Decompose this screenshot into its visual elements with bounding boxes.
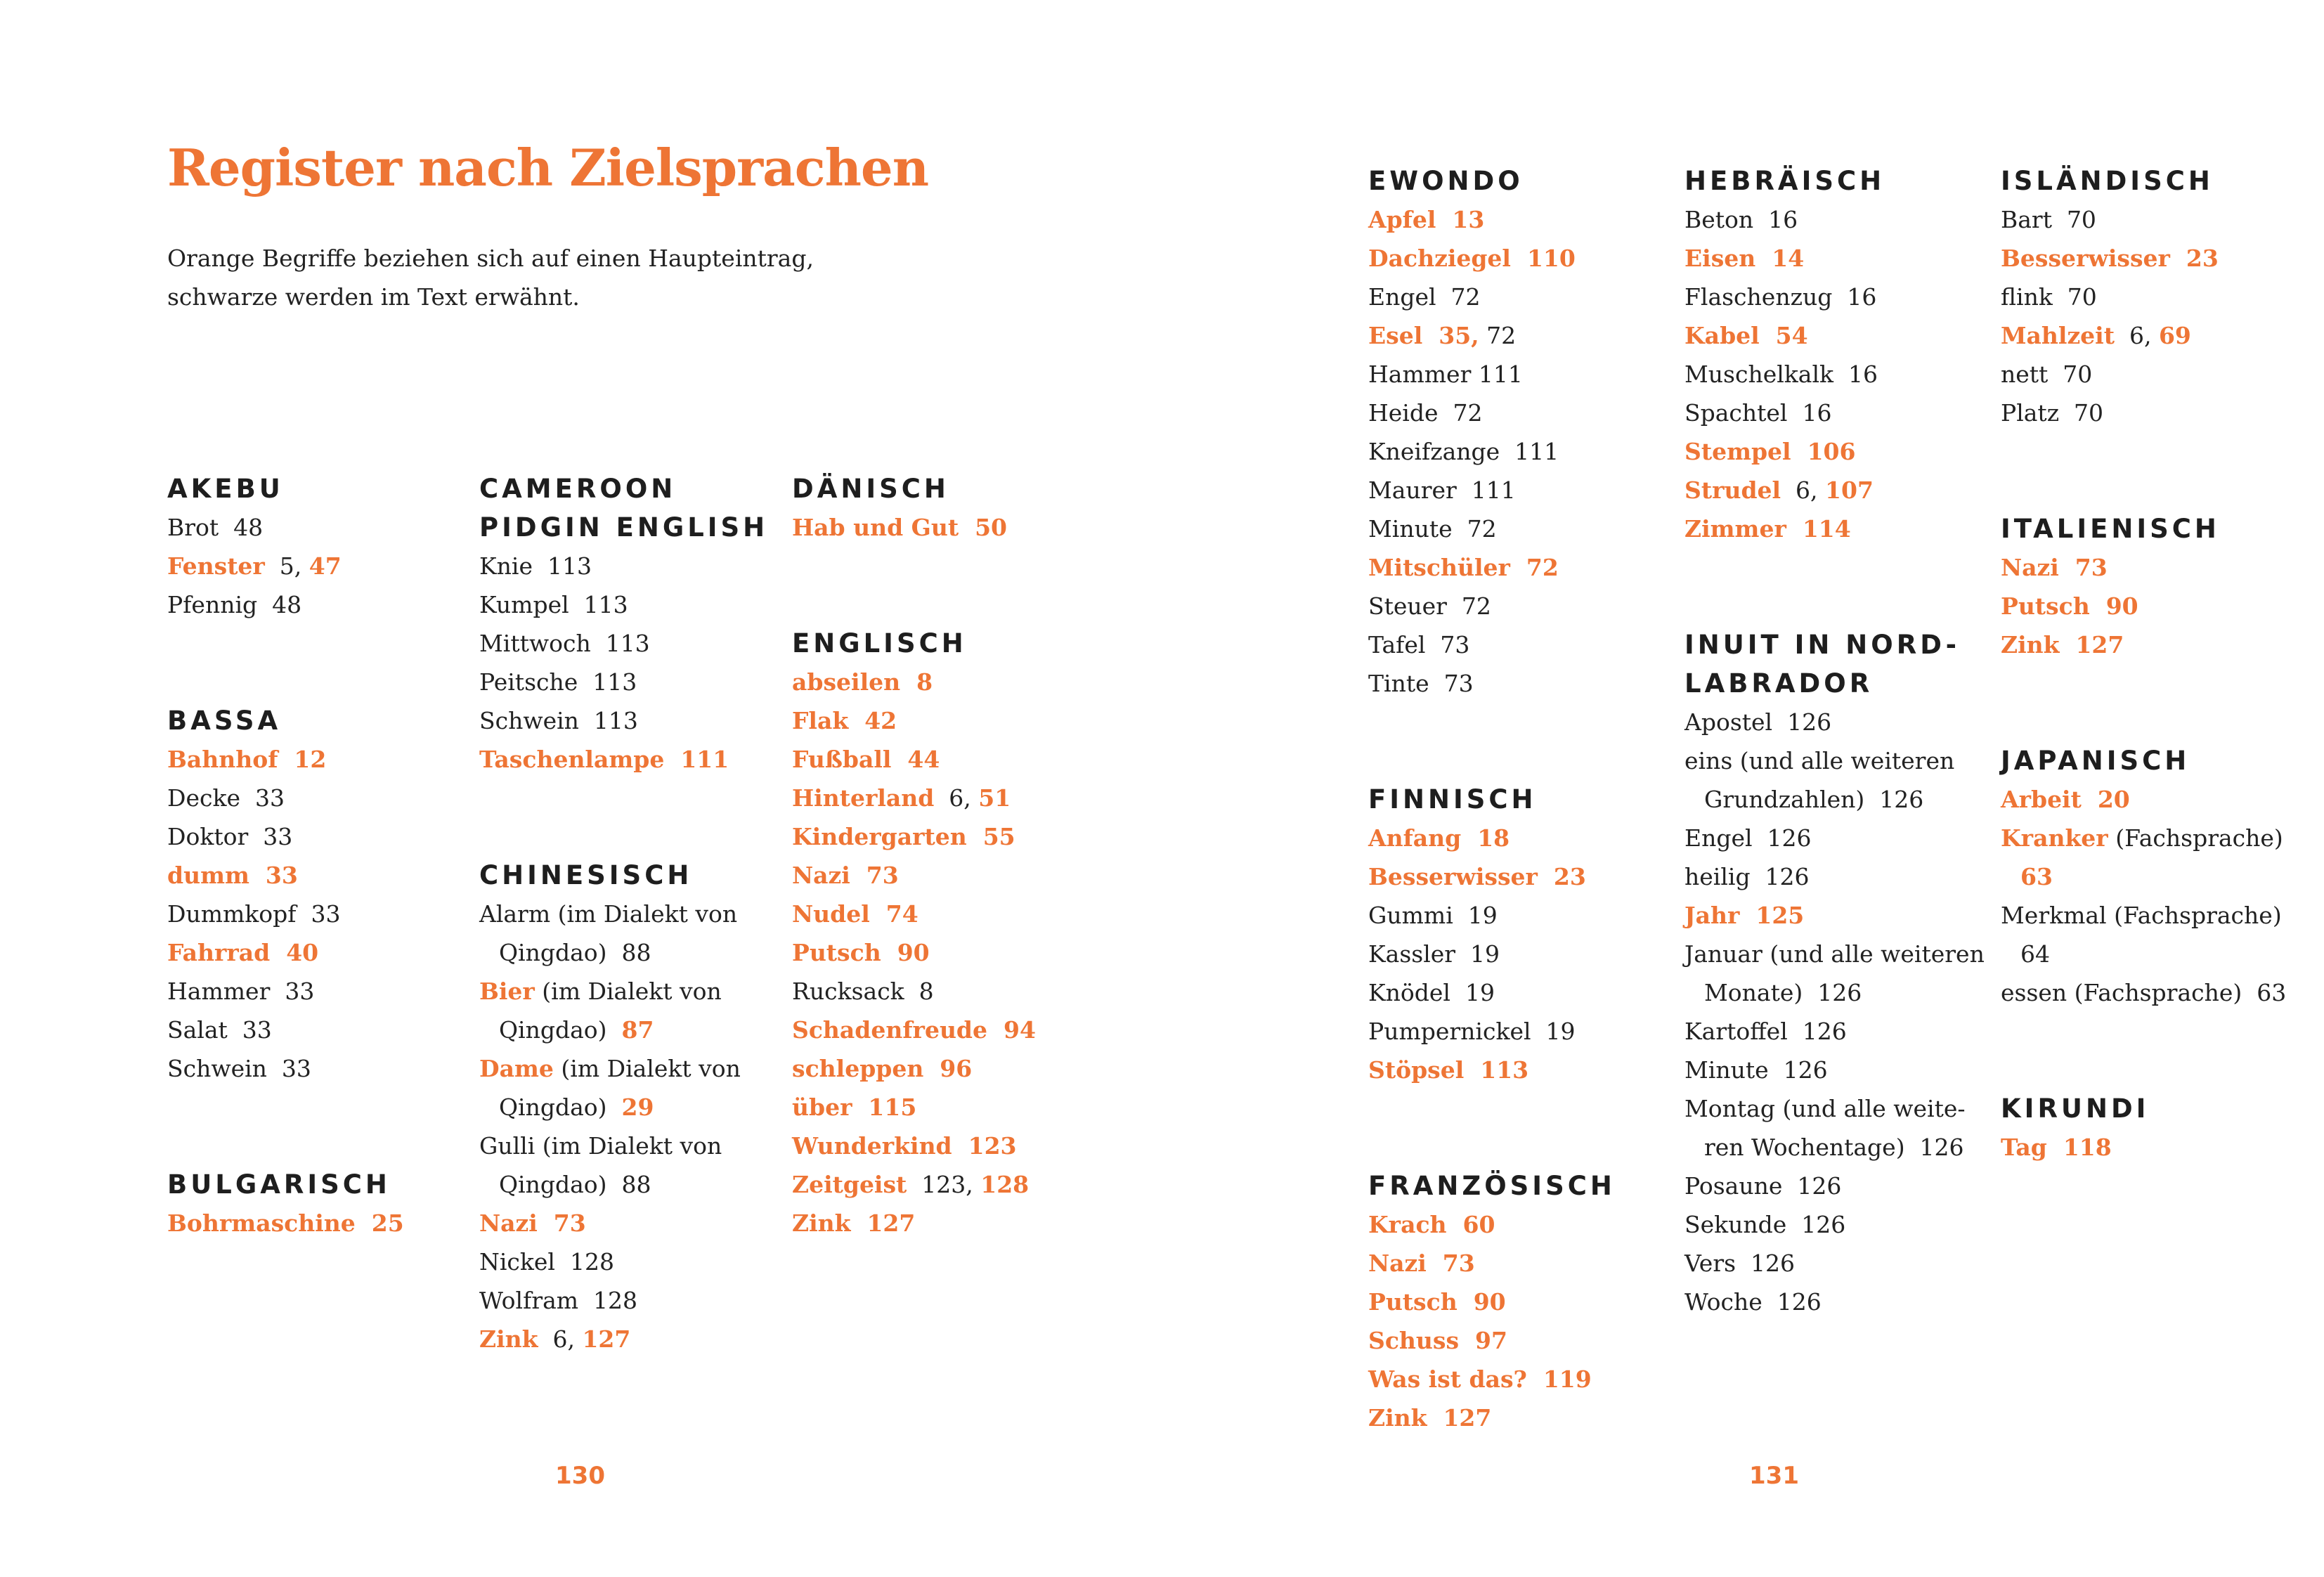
mention-term: 6, — [2114, 322, 2159, 349]
index-entry — [1684, 935, 1987, 973]
mention-term: Pumpernickel 19 — [1368, 1018, 1576, 1045]
mention-term: Engel 126 — [1684, 824, 1812, 852]
index-entry — [1368, 587, 1663, 625]
index-entry — [1684, 394, 1987, 432]
index-entry — [1368, 432, 1663, 471]
index-entry — [1684, 1012, 1987, 1051]
index-entry — [167, 508, 448, 547]
index-entry — [1684, 200, 1987, 239]
index-section — [479, 856, 774, 1358]
index-entry — [792, 972, 1087, 1011]
main-entry-term: Putsch 90 — [1368, 1288, 1506, 1316]
mention-term: Tafel 73 — [1368, 631, 1470, 658]
index-section — [167, 469, 448, 624]
main-entry-term: Nazi 73 — [479, 1209, 586, 1237]
index-entry — [2001, 780, 2310, 819]
index-entry — [792, 1204, 1087, 1242]
mention-term: Januar (und alle weiteren — [1684, 940, 1985, 968]
index-entry — [167, 779, 448, 817]
index-entry — [1684, 973, 1987, 1012]
index-entry — [1368, 857, 1663, 896]
main-entry-term: Nazi 73 — [792, 862, 899, 889]
mention-term: Qingdao) — [499, 1093, 622, 1121]
main-entry-term: 128 — [980, 1171, 1030, 1198]
index-entry — [1684, 1244, 1987, 1283]
index-column — [167, 469, 448, 1242]
index-entry — [167, 972, 448, 1011]
index-entry — [1684, 432, 1987, 471]
index-section — [1368, 162, 1663, 703]
index-entry — [167, 1011, 448, 1049]
main-entry-term: Tag 118 — [2001, 1134, 2112, 1161]
main-entry-term: 69 — [2158, 322, 2191, 349]
main-entry-term: Nudel 74 — [792, 900, 918, 928]
index-entry — [1368, 1283, 1663, 1321]
index-entry — [1368, 1398, 1663, 1437]
index-entry — [479, 1127, 774, 1165]
index-entry — [1684, 510, 1987, 548]
main-entry-term: 63 — [2020, 863, 2053, 890]
index-section — [1684, 625, 1987, 1321]
mention-term: Nickel 128 — [479, 1248, 614, 1276]
index-entry — [479, 895, 774, 933]
mention-term: Schwein 33 — [167, 1055, 311, 1082]
index-column — [1368, 162, 1663, 1437]
main-entry-term: Strudel — [1684, 476, 1781, 504]
section-heading: KIRUNDI — [2001, 1093, 2150, 1124]
mention-term: Decke 33 — [167, 784, 285, 812]
index-entry — [2001, 200, 2310, 239]
main-entry-term: 47 — [309, 552, 342, 580]
mention-term: Beton 16 — [1684, 206, 1798, 233]
mention-term: Gulli (im Dialekt von — [479, 1132, 722, 1160]
index-entry — [792, 663, 1087, 701]
mention-term: 6, — [538, 1325, 583, 1353]
intro-line: schwarze werden im Text erwähnt. — [167, 283, 580, 311]
main-entry-term: Fahrrad 40 — [167, 939, 319, 966]
section-heading: BULGARISCH — [167, 1169, 391, 1200]
mention-term: Knödel 19 — [1368, 979, 1495, 1006]
mention-term: Knie 113 — [479, 552, 592, 580]
main-entry-term: Mitschüler 72 — [1368, 554, 1559, 581]
index-entry — [479, 1011, 774, 1049]
main-entry-term: Eisen 14 — [1684, 245, 1805, 272]
index-entry — [792, 895, 1087, 933]
mention-term: 72 — [1479, 322, 1517, 349]
index-entry — [479, 585, 774, 624]
mention-term: Qingdao) 88 — [499, 1171, 651, 1198]
main-entry-term: Bahnhof 12 — [167, 746, 327, 773]
index-entry — [2001, 239, 2310, 278]
index-entry — [1368, 471, 1663, 510]
index-entry — [1368, 278, 1663, 316]
page-number-right: 131 — [1749, 1462, 1799, 1490]
main-entry-term: Schuss 97 — [1368, 1327, 1507, 1354]
index-entry — [2001, 394, 2310, 432]
main-entry-term: Zink — [479, 1325, 538, 1353]
index-entry — [479, 1204, 774, 1242]
index-entry — [2001, 1128, 2310, 1167]
main-entry-term: 87 — [621, 1016, 654, 1044]
mention-term: (im Dialekt von — [553, 1055, 741, 1082]
main-entry-term: Esel 35, — [1368, 322, 1479, 349]
index-entry — [1368, 548, 1663, 587]
index-entry — [1684, 896, 1987, 935]
index-entry — [2001, 625, 2310, 664]
mention-term: (Fachsprache) — [2108, 824, 2283, 852]
index-entry — [479, 1049, 774, 1088]
mention-term: Posaune 126 — [1684, 1172, 1842, 1200]
mention-term: Kassler 19 — [1368, 940, 1500, 968]
mention-term: Pfennig 48 — [167, 591, 302, 618]
index-column — [1684, 162, 1987, 1321]
main-entry-term: abseilen 8 — [792, 668, 933, 696]
index-entry — [479, 1320, 774, 1358]
index-entry — [2001, 316, 2310, 355]
mention-term: Grundzahlen) 126 — [1704, 786, 1924, 813]
mention-term: Hammer 111 — [1368, 361, 1523, 388]
index-entry — [1684, 1283, 1987, 1321]
section-heading: HEBRÄISCH — [1684, 166, 1885, 196]
section-heading: INUIT IN NORD- — [1684, 630, 1960, 660]
main-entry-term: Besserwisser 23 — [1368, 863, 1586, 890]
index-entry — [792, 1127, 1087, 1165]
index-entry — [479, 663, 774, 701]
index-section — [1684, 162, 1987, 548]
mention-term: Gummi 19 — [1368, 902, 1498, 929]
index-entry — [2001, 935, 2310, 973]
main-entry-term: über 115 — [792, 1093, 917, 1121]
index-entry — [1684, 355, 1987, 394]
index-column — [2001, 162, 2310, 1167]
mention-term: Tinte 73 — [1368, 670, 1474, 697]
index-section — [479, 469, 774, 779]
main-entry-term: Jahr 125 — [1684, 902, 1805, 929]
mention-term: Flaschenzug 16 — [1684, 283, 1877, 311]
mention-term: Qingdao) 88 — [499, 939, 651, 966]
section-heading: ITALIENISCH — [2001, 514, 2220, 544]
mention-term: eins (und alle weiteren — [1684, 747, 1955, 774]
intro-text — [167, 239, 814, 316]
index-entry — [2001, 355, 2310, 394]
mention-term: (im Dialekt von — [534, 978, 722, 1005]
index-entry — [1684, 819, 1987, 857]
main-entry-term: Bohrmaschine 25 — [167, 1209, 404, 1237]
index-entry — [1368, 394, 1663, 432]
section-heading: DÄNISCH — [792, 474, 949, 504]
main-entry-term: Krach 60 — [1368, 1211, 1495, 1238]
index-entry — [1684, 780, 1987, 819]
mention-term: flink 70 — [2001, 283, 2097, 311]
main-entry-term: Fußball 44 — [792, 746, 940, 773]
main-entry-term: 29 — [621, 1093, 654, 1121]
index-entry — [1368, 1012, 1663, 1051]
section-heading: CHINESISCH — [479, 860, 693, 890]
mention-term: Woche 126 — [1684, 1288, 1822, 1316]
index-entry — [479, 701, 774, 740]
index-entry — [167, 895, 448, 933]
mention-term: Doktor 33 — [167, 823, 293, 850]
main-entry-term: Bier — [479, 978, 535, 1005]
page-number-left: 130 — [555, 1462, 605, 1490]
section-heading: AKEBU — [167, 474, 284, 504]
main-entry-term: Apfel 13 — [1368, 206, 1485, 233]
index-entry — [1368, 935, 1663, 973]
mention-term: Montag (und alle weite- — [1684, 1095, 1966, 1122]
section-heading: PIDGIN ENGLISH — [479, 512, 769, 543]
mention-term: Maurer 111 — [1368, 476, 1516, 504]
index-entry — [1684, 316, 1987, 355]
main-entry-term: Schadenfreude 94 — [792, 1016, 1036, 1044]
mention-term: Kumpel 113 — [479, 591, 628, 618]
main-entry-term: Taschenlampe 111 — [479, 746, 729, 773]
section-heading: ENGLISCH — [792, 628, 967, 658]
mention-term: Salat 33 — [167, 1016, 272, 1044]
section-heading: LABRADOR — [1684, 668, 1874, 699]
mention-term: Brot 48 — [167, 514, 264, 541]
index-entry — [479, 1242, 774, 1281]
main-entry-term: dumm 33 — [167, 862, 298, 889]
mention-term: Monate) 126 — [1704, 979, 1862, 1006]
index-entry — [1368, 973, 1663, 1012]
main-entry-term: Anfang 18 — [1368, 824, 1510, 852]
index-entry — [1368, 355, 1663, 394]
index-entry — [2001, 278, 2310, 316]
index-section — [2001, 162, 2310, 432]
index-entry — [1368, 239, 1663, 278]
main-entry-term: Was ist das? 119 — [1368, 1365, 1592, 1393]
main-entry-term: Zink 127 — [1368, 1404, 1492, 1432]
index-entry — [1368, 510, 1663, 548]
index-entry — [479, 933, 774, 972]
section-heading: CAMEROON — [479, 474, 677, 504]
mention-term: Steuer 72 — [1368, 592, 1491, 620]
index-entry — [792, 856, 1087, 895]
index-entry — [792, 779, 1087, 817]
mention-term: Platz 70 — [2001, 399, 2104, 427]
index-column — [479, 469, 774, 1358]
main-entry-term: Dame — [479, 1055, 554, 1082]
index-entry — [479, 1165, 774, 1204]
page-title: Register nach Zielsprachen — [167, 138, 929, 197]
main-entry-term: 107 — [1825, 476, 1874, 504]
index-entry — [1684, 1205, 1987, 1244]
index-entry — [2001, 857, 2310, 896]
main-entry-term: Putsch 90 — [2001, 592, 2138, 620]
mention-term: Kneifzange 111 — [1368, 438, 1559, 465]
index-entry — [1368, 625, 1663, 664]
index-column — [792, 469, 1087, 1242]
main-entry-term: 127 — [582, 1325, 631, 1353]
index-section — [2001, 1089, 2310, 1167]
mention-term: 6, — [934, 784, 979, 812]
mention-term: Engel 72 — [1368, 283, 1481, 311]
index-entry — [1684, 471, 1987, 510]
index-entry — [792, 1165, 1087, 1204]
mention-term: Peitsche 113 — [479, 668, 637, 696]
index-section — [167, 1165, 448, 1242]
mention-term: Mittwoch 113 — [479, 630, 650, 657]
main-entry-term: Nazi 73 — [1368, 1250, 1475, 1277]
main-entry-term: Zink 127 — [2001, 631, 2124, 658]
main-entry-term: Zimmer 114 — [1684, 515, 1851, 543]
index-entry — [792, 817, 1087, 856]
index-entry — [479, 1088, 774, 1127]
index-entry — [792, 508, 1087, 547]
index-entry — [1368, 1051, 1663, 1089]
index-entry — [792, 1011, 1087, 1049]
index-entry — [792, 1049, 1087, 1088]
index-entry — [479, 740, 774, 779]
main-entry-term: Stöpsel 113 — [1368, 1056, 1529, 1084]
index-entry — [1368, 1321, 1663, 1360]
mention-term: Bart 70 — [2001, 206, 2096, 233]
main-entry-term: Besserwisser 23 — [2001, 245, 2219, 272]
main-entry-term: Fenster — [167, 552, 265, 580]
index-entry — [2001, 819, 2310, 857]
main-entry-term: Nazi 73 — [2001, 554, 2108, 581]
index-entry — [2001, 548, 2310, 587]
index-entry — [792, 933, 1087, 972]
main-entry-term: Kranker — [2001, 824, 2108, 852]
main-entry-term: 51 — [978, 784, 1011, 812]
mention-term: Wolfram 128 — [479, 1287, 638, 1314]
index-entry — [167, 585, 448, 624]
mention-term: Hammer 33 — [167, 978, 315, 1005]
section-heading: FRANZÖSISCH — [1368, 1171, 1616, 1201]
intro-line: Orange Begriffe beziehen sich auf einen Haupteintrag, — [167, 245, 814, 272]
mention-term: Spachtel 16 — [1684, 399, 1832, 427]
main-entry-term: Mahlzeit — [2001, 322, 2115, 349]
index-entry — [1368, 316, 1663, 355]
mention-term: Vers 126 — [1684, 1250, 1796, 1277]
mention-term: 5, — [264, 552, 309, 580]
index-section — [167, 701, 448, 1088]
mention-term: Muschelkalk 16 — [1684, 361, 1878, 388]
section-heading: FINNISCH — [1368, 784, 1537, 815]
index-section — [1368, 780, 1663, 1089]
index-entry — [1368, 1360, 1663, 1398]
index-entry — [167, 1204, 448, 1242]
index-entry — [1368, 200, 1663, 239]
index-entry — [2001, 896, 2310, 935]
section-heading: BASSA — [167, 706, 282, 736]
index-section — [792, 469, 1087, 547]
index-entry — [1368, 1244, 1663, 1283]
mention-term: Qingdao) — [499, 1016, 622, 1044]
index-entry — [2001, 973, 2310, 1012]
mention-term: essen (Fachsprache) 63 — [2001, 979, 2287, 1006]
main-entry-term: Dachziegel 110 — [1368, 245, 1576, 272]
index-entry — [1684, 239, 1987, 278]
index-entry — [1368, 896, 1663, 935]
main-entry-term: Stempel 106 — [1684, 438, 1856, 465]
main-entry-term: Hinterland — [792, 784, 935, 812]
mention-term: Minute 72 — [1368, 515, 1497, 543]
section-heading: EWONDO — [1368, 166, 1524, 196]
mention-term: Merkmal (Fachsprache) — [2001, 902, 2282, 929]
index-section — [792, 624, 1087, 1242]
index-entry — [1684, 857, 1987, 896]
index-entry — [792, 1088, 1087, 1127]
index-entry — [479, 547, 774, 585]
index-entry — [1684, 1128, 1987, 1167]
mention-term: 6, — [1781, 476, 1826, 504]
mention-term: Apostel 126 — [1684, 708, 1832, 736]
mention-term: Minute 126 — [1684, 1056, 1828, 1084]
mention-term: 123, — [907, 1171, 981, 1198]
main-entry-term: Flak 42 — [792, 707, 897, 734]
index-entry — [167, 547, 448, 585]
index-entry — [1684, 741, 1987, 780]
index-entry — [1368, 819, 1663, 857]
index-entry — [792, 740, 1087, 779]
mention-term: Dummkopf 33 — [167, 900, 341, 928]
main-entry-term: Arbeit 20 — [2001, 786, 2130, 813]
index-entry — [167, 817, 448, 856]
index-entry — [167, 1049, 448, 1088]
main-entry-term: Wunderkind 123 — [792, 1132, 1017, 1160]
mention-term: Sekunde 126 — [1684, 1211, 1846, 1238]
index-section — [2001, 510, 2310, 664]
index-entry — [1684, 1051, 1987, 1089]
mention-term: Kartoffel 126 — [1684, 1018, 1847, 1045]
index-entry — [479, 624, 774, 663]
mention-term: Heide 72 — [1368, 399, 1483, 427]
main-entry-term: Hab und Gut 50 — [792, 514, 1007, 541]
index-entry — [1368, 1205, 1663, 1244]
index-entry — [1684, 1089, 1987, 1128]
index-section — [2001, 741, 2310, 1012]
main-entry-term: Kindergarten 55 — [792, 823, 1015, 850]
mention-term: Schwein 113 — [479, 707, 638, 734]
mention-term: heilig 126 — [1684, 863, 1810, 890]
index-entry — [1684, 278, 1987, 316]
index-entry — [479, 1281, 774, 1320]
index-entry — [167, 740, 448, 779]
mention-term: 64 — [2020, 940, 2050, 968]
index-entry — [479, 972, 774, 1011]
index-entry — [1368, 664, 1663, 703]
index-entry — [167, 933, 448, 972]
mention-term: ren Wochentage) 126 — [1704, 1134, 1964, 1161]
main-entry-term: Kabel 54 — [1684, 322, 1808, 349]
mention-term: nett 70 — [2001, 361, 2093, 388]
main-entry-term: Zeitgeist — [792, 1171, 907, 1198]
index-entry — [2001, 587, 2310, 625]
index-section — [1368, 1167, 1663, 1437]
index-entry — [1684, 703, 1987, 741]
mention-term: Rucksack 8 — [792, 978, 934, 1005]
index-entry — [792, 701, 1087, 740]
index-entry — [167, 856, 448, 895]
main-entry-term: Zink 127 — [792, 1209, 916, 1237]
section-heading: ISLÄNDISCH — [2001, 166, 2214, 196]
main-entry-term: Putsch 90 — [792, 939, 930, 966]
main-entry-term: schleppen 96 — [792, 1055, 973, 1082]
section-heading: JAPANISCH — [2001, 746, 2190, 776]
mention-term: Alarm (im Dialekt von — [479, 900, 738, 928]
index-entry — [1684, 1167, 1987, 1205]
